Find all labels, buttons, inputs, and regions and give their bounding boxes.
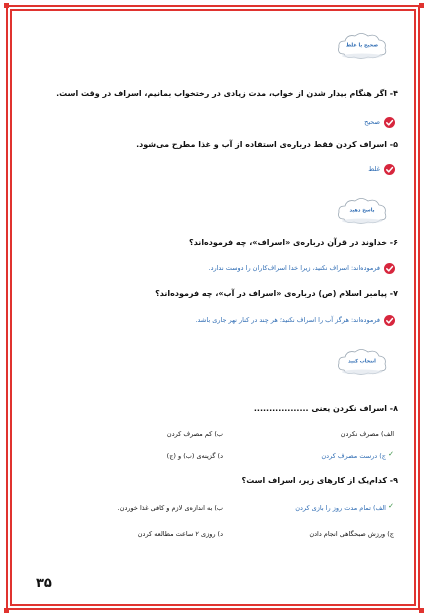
q8-option-c[interactable]: ج) درست مصرف کردن: [321, 452, 386, 460]
q9-option-a[interactable]: الف) تمام مدت روز را بازی کردن: [295, 504, 386, 512]
section-cloud-true-false: [336, 32, 388, 60]
check-icon: [384, 263, 395, 274]
q8-option-a[interactable]: الف) مصرف نکردن: [340, 430, 394, 438]
question-5: ۵- اسراف کردن فقط درباره‌ی استفاده از آب و غذا مطرح می‌شود.: [136, 140, 398, 149]
q8-option-b[interactable]: ب) کم مصرف کردن: [166, 430, 223, 438]
check-icon: [384, 315, 395, 326]
correct-check-icon: ✓: [388, 502, 394, 510]
correct-check-icon: ✓: [388, 450, 394, 458]
corner-dot: [419, 608, 424, 613]
section-cloud-answer: [336, 197, 388, 225]
section-title: پاسخ دهید: [349, 207, 375, 214]
answer-5: غلط: [368, 165, 380, 173]
question-7: ۷- پیامبر اسلام (ص) درباره‌ی «اسراف در آب»، چه فرموده‌اند؟: [155, 289, 398, 298]
question-4: ۴- اگر هنگام بیدار شدن از خواب، مدت زیادی در رختخواب بمانیم، اسراف در وقت است.: [56, 89, 398, 98]
section-cloud-choose: [336, 348, 388, 376]
q8-option-d[interactable]: د) گزینه‌ی (ب) و (ج): [166, 452, 223, 460]
q9-option-c[interactable]: ج) ورزش صبحگاهی انجام دادن: [309, 530, 394, 538]
section-title: انتخاب کنید: [348, 358, 376, 365]
corner-dot: [4, 608, 9, 613]
answer-6: فرموده‌اند: اسراف نکنید، زیرا خدا اسراف‌کاران را دوست ندارد.: [208, 264, 380, 272]
page-border-inner: [10, 9, 416, 606]
question-6: ۶- خداوند در قرآن درباره‌ی «اسراف»، چه فرموده‌اند؟: [189, 238, 398, 247]
section-title: صحیح یا غلط: [345, 42, 379, 49]
question-9: ۹- کدام‌یک از کارهای زیر، اسراف است؟: [241, 476, 398, 485]
q9-option-d[interactable]: د) روزی ۲ ساعت مطالعه کردن: [137, 530, 223, 538]
answer-7: فرموده‌اند: هرگز آب را اسراف نکنید؛ هر چند در کنار نهر جاری باشد.: [195, 316, 380, 324]
check-icon: [384, 117, 395, 128]
page-number: ۳۵: [36, 576, 52, 591]
question-8: ۸- اسراف نکردن یعنی ..................: [253, 404, 398, 413]
answer-4: صحیح: [364, 118, 380, 126]
corner-dot: [419, 3, 424, 8]
q9-option-b[interactable]: ب) به اندازه‌ی لازم و کافی غذا خوردن.: [117, 504, 223, 512]
check-icon: [384, 164, 395, 175]
corner-dot: [4, 3, 9, 8]
